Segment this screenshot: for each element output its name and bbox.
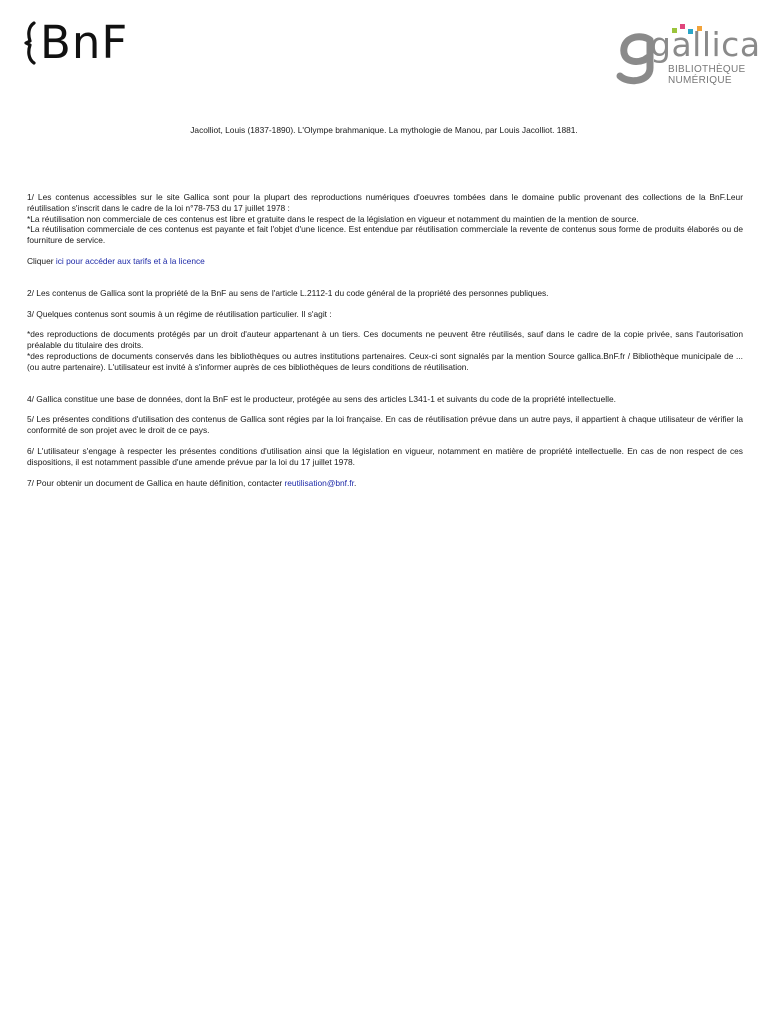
p7-prefix: 7/ Pour obtenir un document de Gallica en haute définition, contacter <box>27 477 285 488</box>
cliquer-prefix: Cliquer <box>27 255 56 266</box>
gallica-logo-word: gallica <box>650 25 761 64</box>
tarifs-licence-link[interactable]: ici pour accéder aux tarifs et à la licence <box>55 255 205 266</box>
terms-p3-line1: *des reproductions de documents protégés par un droit d'auteur appartenant à un tiers. Ces documents ne peuvent être réutilisés, sauf dans le cadre de la copie privée, sans l'autorisation préalable du titulaire des droits. <box>27 329 743 351</box>
terms-p6: 6/ L'utilisateur s'engage à respecter les présentes conditions d'utilisation ainsi que la législation en vigueur, notamment en matière de propriété intellectuelle. En cas de non respect de ces dispositions, il est notamment passible d'une amende prévue par la loi du 17 juillet 1978. <box>27 445 743 467</box>
p7-suffix: . <box>353 477 357 488</box>
gallica-subtitle-line1: BIBLIOTHÈQUE <box>668 64 746 75</box>
bnf-logo-text: BnF <box>40 16 129 69</box>
terms-p7 <box>27 478 743 489</box>
terms-of-use <box>27 192 743 488</box>
terms-p1-line3: *La réutilisation commerciale de ces contenus est payante et fait l'objet d'une licence. Est entendue par réutilisation commerciale la revente de contenus sous forme de produits élaborés ou de fourniture de service. <box>27 224 743 246</box>
terms-p3: 3/ Quelques contenus sont soumis à un régime de réutilisation particulier. Il s'agit : <box>27 308 332 319</box>
terms-p4: 4/ Gallica constitue une base de données, dont la BnF est le producteur, protégée au sens des articles L341-1 et suivants du code de la propriété intellectuelle. <box>27 393 616 404</box>
gallica-logo <box>614 22 761 88</box>
bnf-bracket-icon <box>24 21 36 65</box>
terms-p1-line1: 1/ Les contenus accessibles sur le site Gallica sont pour la plupart des reproductions numériques d'oeuvres tombées dans le domaine public provenant des collections de la BnF.Leur réutilisation s'inscrit dans le cadre de la loi n°78-753 du 17 juillet 1978 : <box>27 192 743 213</box>
reutilisation-email-link[interactable]: reutilisation@bnf.fr <box>284 477 354 488</box>
gallica-logo-subtitle <box>668 64 746 86</box>
terms-p2: 2/ Les contenus de Gallica sont la propriété de la BnF au sens de l'article L.2112-1 du code général de la propriété des personnes publiques. <box>27 287 549 298</box>
document-citation: Jacolliot, Louis (1837-1890). L'Olympe brahmanique. La mythologie de Manou, par Louis Jacolliot. 1881. <box>190 125 578 135</box>
terms-cliquer <box>27 256 743 267</box>
bnf-logo <box>24 18 128 68</box>
terms-p1-line2: *La réutilisation non commerciale de ces contenus est libre et gratuite dans le respect de la législation en vigueur et notamment du maintien de la mention de source. <box>27 213 639 224</box>
terms-p5: 5/ Les présentes conditions d'utilisation des contenus de Gallica sont régies par la loi française. En cas de réutilisation prévue dans un autre pays, il appartient à chaque utilisateur de vérifier la conformité de son projet avec le droit de ce pays. <box>27 414 743 436</box>
gallica-subtitle-line2: NUMÉRIQUE <box>668 75 732 86</box>
terms-p3-line2: *des reproductions de documents conservés dans les bibliothèques ou autres institutions partenaires. Ceux-ci sont signalés par la mention Source gallica.BnF.fr / Bibliothèque municipale de ... (ou autre partenaire). L'utilisateur est invité à s'informer auprès de ces bibliothèques de leurs conditions de réutilisation. <box>27 350 743 372</box>
